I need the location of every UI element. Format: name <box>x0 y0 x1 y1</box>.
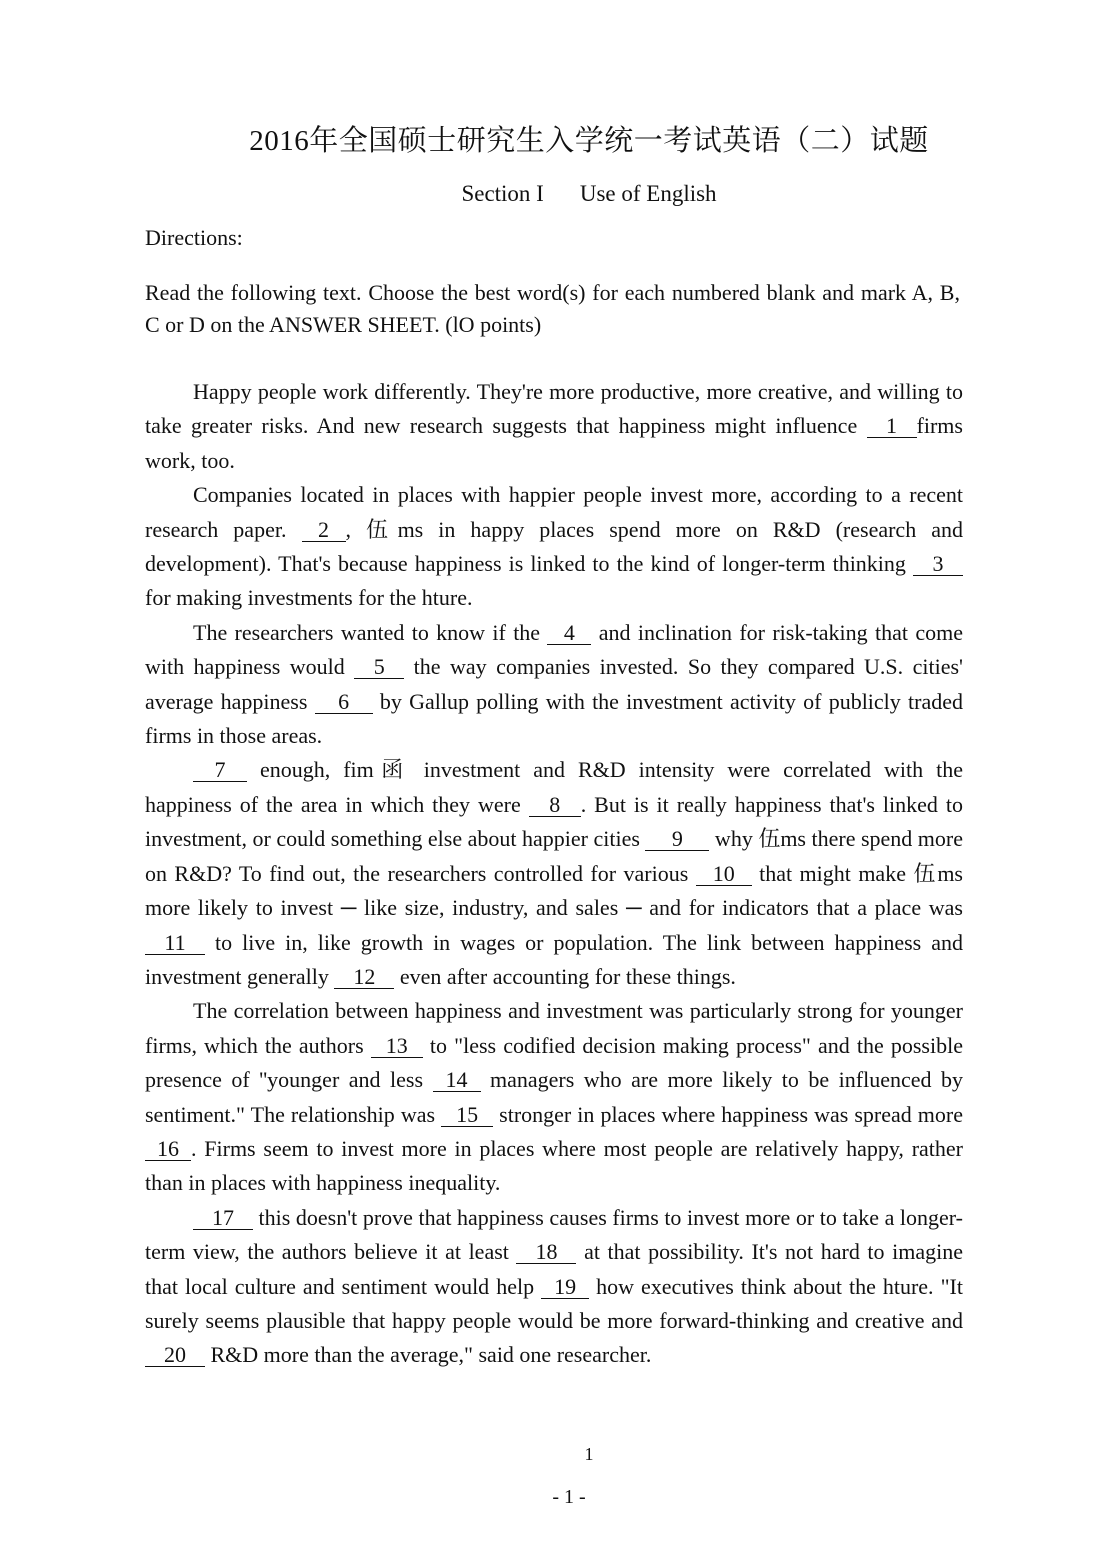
blank-9: 9 <box>645 828 709 851</box>
blank-6: 6 <box>315 691 373 714</box>
blank-2: 2 <box>302 519 346 542</box>
paragraph-4: 7 enough, fim函 investment and R&D intensity were correlated with the happiness of the area in which they were 8 . But is it really happiness that's linked to investment, or could something else about happier cities 9 why 伍ms there spend more on R&D? To find out, the researchers controlled for various 10 that might make 伍ms more likely to invest ─ like size, industry, and sales ─ and for indicators that a place was 11 to live in, like growth in wages or population. The link between happiness and investment generally 12 even after accounting for these things. <box>145 757 964 989</box>
footer-page-label: - 1 - <box>552 1486 586 1508</box>
blank-4: 4 <box>547 622 591 645</box>
blank-18: 18 <box>516 1241 576 1264</box>
section-heading <box>30 181 1118 207</box>
blank-17: 17 <box>193 1207 253 1230</box>
blank-3: 3 <box>913 553 963 576</box>
instructions-text: Read the following text. Choose the best word(s) for each numbered blank and mark A, B, C or D on the ANSWER SHEET. (lO points) <box>145 280 960 337</box>
blank-5: 5 <box>354 656 404 679</box>
blank-13: 13 <box>371 1035 423 1058</box>
blank-7: 7 <box>193 759 247 782</box>
blank-12: 12 <box>334 966 394 989</box>
paragraph-3: The researchers wanted to know if the 4 and inclination for risk-taking that come with happiness would 5 the way companies invested. So they compared U.S. cities' average happiness 6 by Gallup polling with the investment activity of publicly traded firms in those areas. <box>145 619 963 749</box>
paragraph-2: Companies located in places with happier people invest more, according to a recent research paper. 2 , 伍ms in happy places spend more on R&D (research and development). That's because happiness is linked to the kind of longer-term thinking 3 for making investments for the hture. <box>145 482 963 611</box>
paragraph-5: The correlation between happiness and investment was particularly strong for younger firms, which the authors 13 to "less codified decision making process" and the possible presence of ''younger and less 14 managers who are more likely to be influenced by sentiment." The relationship was 15 stronger in places where happiness was spread more 16 . Firms seem to invest more in places where most people are relatively happy, rather than in places with happiness inequality. <box>145 998 964 1196</box>
cloze-passage <box>145 375 963 1373</box>
paragraph-6: 17 this doesn't prove that happiness causes firms to invest more or to take a longer-term view, the authors believe it at least 18 at that possibility. It's not hard to imagine that local culture and sentiment would help 19 how executives think about the hture. "It surely seems plausible that happy people would be more forward-thinking and creative and 20 R&D more than the average," said one researcher. <box>145 1204 963 1368</box>
blank-16: 16 <box>145 1138 191 1161</box>
blank-10: 10 <box>696 863 752 886</box>
exam-title: 2016年全国硕士研究生入学统一考试英语（二）试题 <box>249 125 929 157</box>
paragraph-1: Happy people work differently. They're more productive, more creative, and willing to take greater risks. And new research suggests that happiness might influence 1 firms work, too. <box>145 379 963 473</box>
blank-19: 19 <box>541 1276 589 1299</box>
blank-15: 15 <box>441 1104 493 1127</box>
footer-number: 1 <box>584 1444 594 1464</box>
blank-20: 20 <box>145 1344 205 1367</box>
section-name: Use of English <box>579 181 717 206</box>
blank-8: 8 <box>529 794 581 817</box>
blank-1: 1 <box>867 415 917 438</box>
section-label: Section I <box>461 181 544 206</box>
blank-11: 11 <box>145 932 205 955</box>
directions-label: Directions: <box>145 225 243 250</box>
blank-14: 14 <box>433 1069 481 1092</box>
